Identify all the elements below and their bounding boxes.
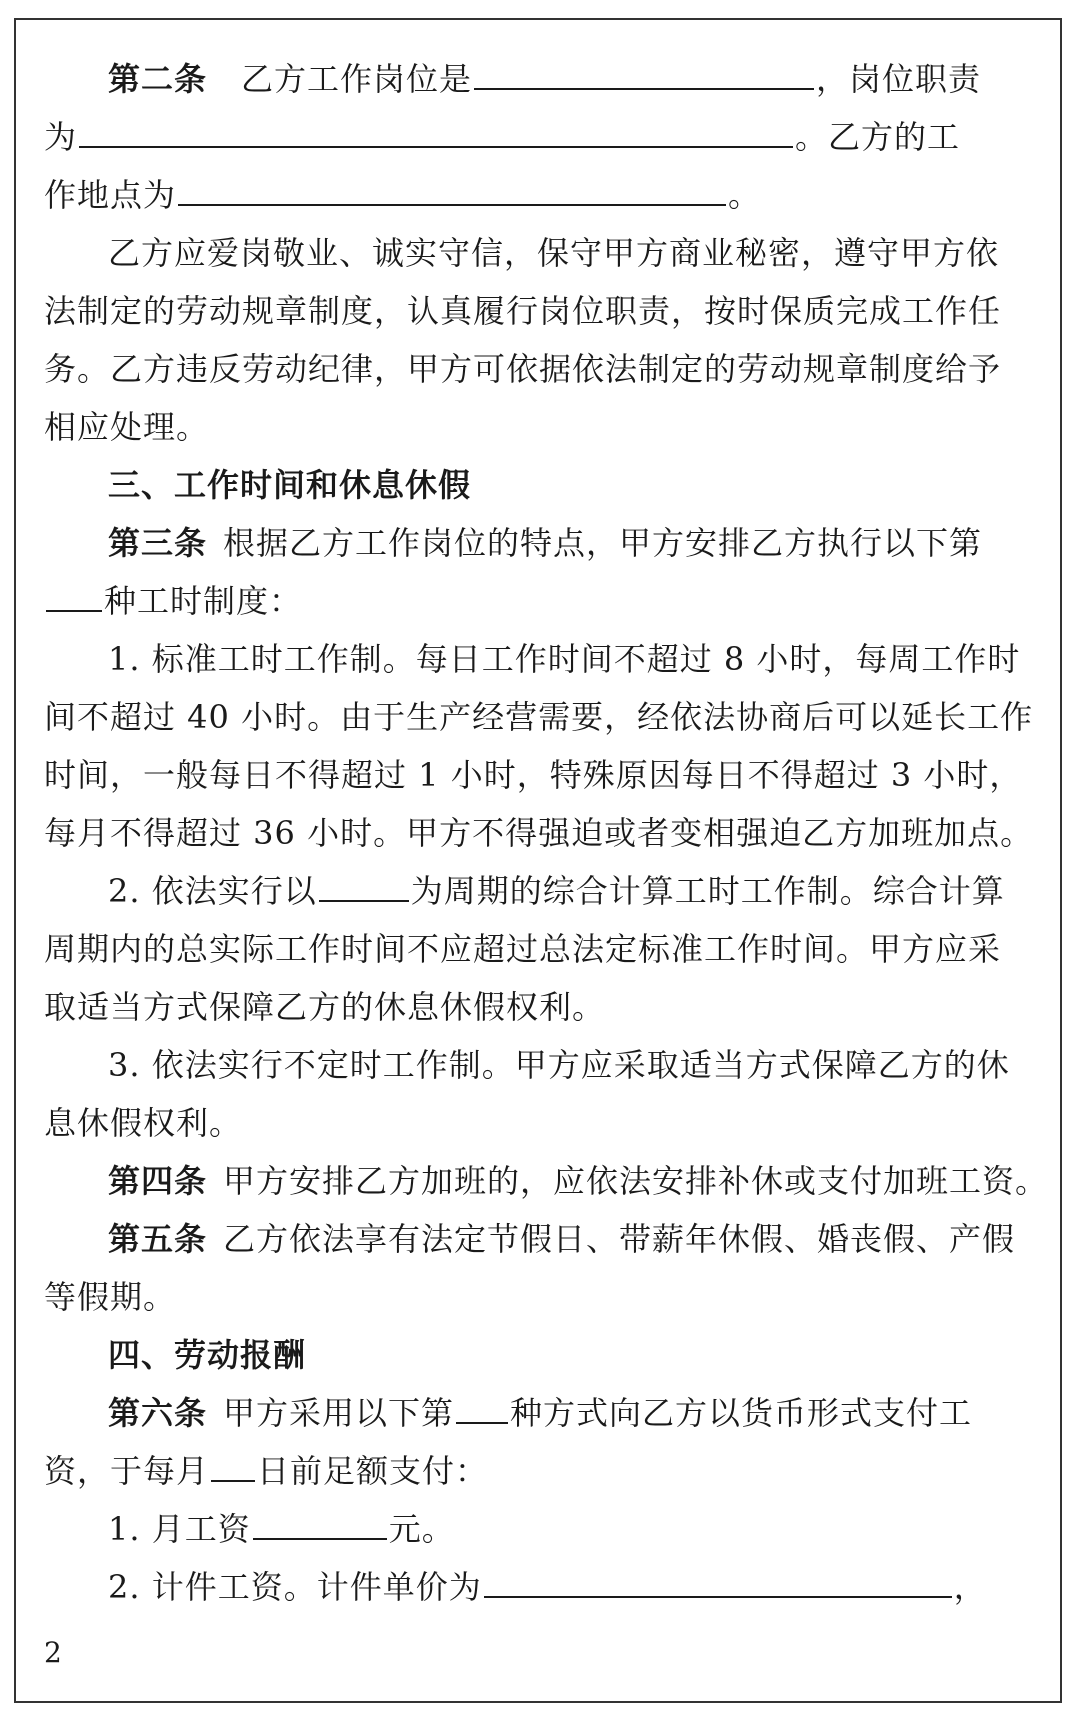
article2-para-line1: 乙方应爱岗敬业、诚实守信，保守甲方商业秘密，遵守甲方依 [108, 234, 1000, 272]
article6-text-b: 种方式向乙方以货币形式支付工 [510, 1394, 973, 1432]
job-duties-blank[interactable] [79, 112, 793, 148]
article2-para-line2: 法制定的劳动规章制度，认真履行岗位职责，按时保质完成工作任 [44, 292, 1002, 330]
article4-text: 甲方安排乙方加班的，应依法安排补休或支付加班工资。 [223, 1162, 1049, 1200]
article6-item1-b: 元。 [388, 1510, 455, 1548]
contract-page-content [44, 50, 1049, 1616]
section4-heading: 四、劳动报酬 [108, 1336, 307, 1374]
article6-item2-a: 2. 计件工资。计件单价为 [108, 1568, 482, 1606]
payment-method-blank[interactable] [456, 1388, 508, 1424]
article2-text-a: 乙方工作岗位是 [241, 60, 473, 98]
article4-line [44, 1152, 1049, 1210]
article6-line1 [44, 1384, 1034, 1442]
article3-title: 第三条 [108, 524, 208, 562]
article3-item2-b: 为周期的综合计算工时工作制。综合计算 [410, 872, 1005, 910]
work-location-blank[interactable] [178, 170, 726, 206]
article2-text-b: ，岗位职责 [816, 60, 982, 98]
article2-line3 [44, 166, 1034, 224]
article3-text-b: 种工时制度： [104, 582, 303, 620]
article3-item2-a: 2. 依法实行以 [108, 872, 317, 910]
article3-line2 [44, 572, 1034, 630]
article3-text-a: 根据乙方工作岗位的特点，甲方安排乙方执行以下第 [223, 524, 983, 562]
working-hours-type-blank[interactable] [46, 576, 102, 612]
article2-text-e: 作地点为 [44, 176, 177, 214]
article6-line2 [44, 1442, 1034, 1500]
article4-title: 第四条 [108, 1162, 208, 1200]
article2-line1 [44, 50, 1034, 108]
article3-item3-line2: 息休假权利。 [44, 1104, 243, 1142]
article5-line1 [44, 1210, 1034, 1268]
article3-item2-line3: 取适当方式保障乙方的休息休假权利。 [44, 988, 606, 1026]
piece-rate-blank[interactable] [484, 1562, 952, 1598]
article6-text-d: 日前足额支付： [257, 1452, 489, 1490]
pay-day-blank[interactable] [211, 1446, 255, 1482]
article2-text-f: 。 [728, 176, 762, 214]
article2-para-line3: 务。乙方违反劳动纪律，甲方可依据依法制定的劳动规章制度给予 [44, 350, 1002, 388]
article2-para-line4: 相应处理。 [44, 408, 210, 446]
article6-title: 第六条 [108, 1394, 208, 1432]
article2-text-d: 。乙方的工 [795, 118, 961, 156]
article3-item1-line1: 1. 标准工时工作制。每日工作时间不超过 8 小时，每周工作时 [108, 640, 1021, 678]
article6-text-a: 甲方采用以下第 [223, 1394, 455, 1432]
article3-item2-line1 [44, 862, 1034, 920]
article3-item2-line2: 周期内的总实际工作时间不应超过总法定标准工作时间。甲方应采 [44, 930, 1002, 968]
article2-line2 [44, 108, 1034, 166]
article6-item2-b: ， [953, 1568, 987, 1606]
article6-item1-a: 1. 月工资 [108, 1510, 251, 1548]
article3-item1-line4: 每月不得超过 36 小时。甲方不得强迫或者变相强迫乙方加班加点。 [44, 814, 1034, 852]
calculation-period-blank[interactable] [319, 866, 409, 902]
article6-item2 [44, 1558, 1034, 1616]
article5-title: 第五条 [108, 1220, 208, 1258]
article3-line1 [44, 514, 1034, 572]
article3-item3-line1: 3. 依法实行不定时工作制。甲方应采取适当方式保障乙方的休 [108, 1046, 1010, 1084]
article2-text-c: 为 [44, 118, 78, 156]
article2-title: 第二条 [108, 60, 208, 98]
monthly-salary-blank[interactable] [253, 1504, 387, 1540]
article6-item1 [44, 1500, 1034, 1558]
article5-text-line2: 等假期。 [44, 1278, 177, 1316]
section3-heading: 三、工作时间和休息休假 [108, 466, 472, 504]
article6-text-c: 资，于每月 [44, 1452, 210, 1490]
article5-text-line1: 乙方依法享有法定节假日、带薪年休假、婚丧假、产假 [223, 1220, 1016, 1258]
article3-item1-line2: 间不超过 40 小时。由于生产经营需要，经依法协商后可以延长工作 [44, 698, 1034, 736]
job-position-blank[interactable] [474, 54, 814, 90]
article3-item1-line3: 时间，一般每日不得超过 1 小时，特殊原因每日不得超过 3 小时， [44, 756, 1023, 794]
page-number: 2 [44, 1636, 62, 1669]
